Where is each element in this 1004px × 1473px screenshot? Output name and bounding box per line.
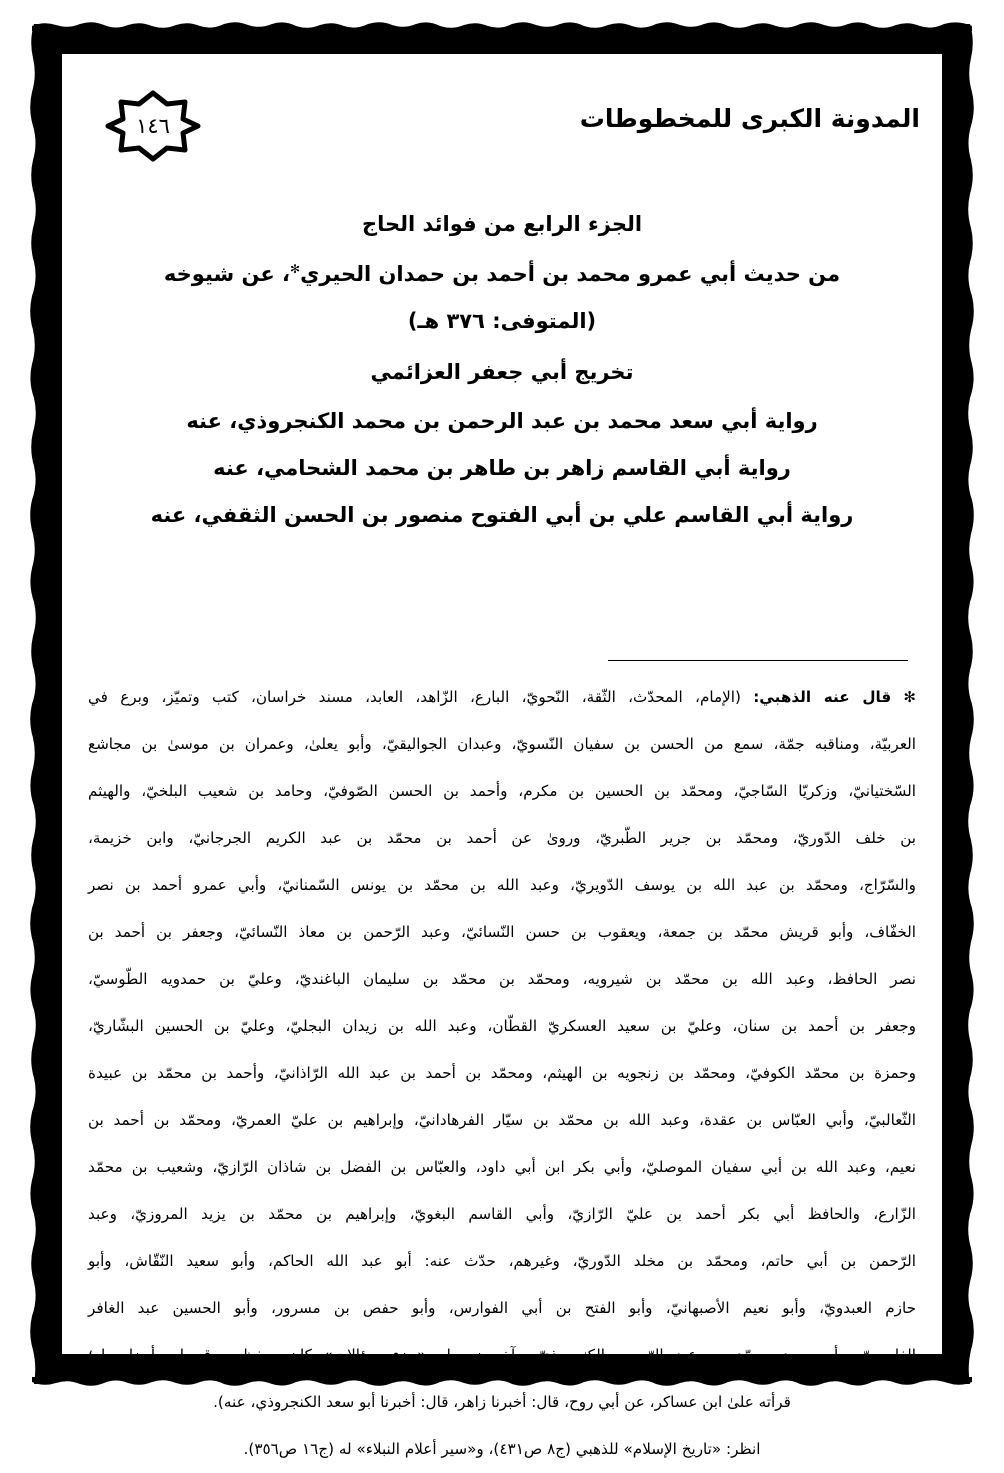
footnote-line: نعيم، وعبد الله بن أبي سفيان الموصليّ، وأبي بكر ابن أبي داود، والعبّاس بن الفضل بن شاذان الرّازيّ، وشعيب بن محمّد	[88, 1158, 916, 1176]
footnote-line: الزّارع، والحافظ أبي بكر أحمد بن عليّ الرّازيّ، وأبي القاسم البغويّ، وإبراهيم بن محمّد بن يزيد المروزيّ، وعبد	[88, 1205, 916, 1223]
decorative-page-frame	[36, 28, 968, 1458]
book-title: المدونة الكبرى للمخطوطات	[579, 104, 920, 133]
page-content-area	[62, 54, 942, 1458]
footnote-text: (الإمام، المحدّث، الثّقة، النّحويّ، البارع، الزّاهد، العابد، مسند خراسان، كتب وتميّز، وبرع في	[88, 688, 741, 706]
footnote-line	[88, 674, 916, 721]
title-line-part: الجزء الرابع من فوائد الحاج	[361, 212, 643, 236]
footnote-asterisk-icon: ✻	[903, 688, 916, 706]
frame-border-top	[36, 28, 968, 54]
manuscript-title-block	[92, 214, 912, 526]
footnote-line: بن خلف الدّوريّ، ومحمّد بن جرير الطّبريّ، وروىٰ عن أحمد بن محمّد بن عبد الكريم الجرجانيّ، وابن خزيمة،	[88, 829, 916, 847]
footnote-separator-rule	[608, 660, 908, 661]
footnote-line-reference: انظر: «تاريخ الإسلام» للذهبي (ج٨ ص٤٣١)، و«سير أعلام النبلاء» له (ج١٦ ص٣٥٦).	[243, 1440, 761, 1458]
footnote-line: وجعفر بن أحمد بن سنان، وعليّ بن سعيد العسكريّ القطّان، وعبد الله بن زيدان البجليّ، وعليّ بن الحسين البشّاريّ،	[88, 1017, 916, 1035]
page-number: ١٤٦	[136, 114, 170, 138]
footnote-block	[88, 674, 916, 1473]
title-line-death-date: (المتوفى: ٣٧٦ هـ)	[407, 309, 597, 333]
footnote-line: نصر الحافظ، وعبد الله بن محمّد بن شيرويه، ومحمّد بن محمّد بن سليمان الباغنديّ، وعليّ بن حمدويه الطّوسيّ،	[88, 970, 916, 988]
page-header	[62, 90, 942, 162]
title-line-author	[92, 263, 912, 285]
title-line-narration-2: رواية أبي القاسم زاهر بن طاهر بن محمد الشحامي، عنه	[213, 456, 791, 480]
footnote-line: السّختيانيّ، وزكريّا السّاجيّ، ومحمّد بن الحسين بن مكرم، وأحمد بن الحسن الصّوفيّ، وحامد بن شعيب البلخيّ، والهيثم	[88, 782, 916, 800]
footnote-line: الخفّاف، وأبو قريش محمّد بن جمعة، ويعقوب بن حسن النّسائيّ، وعبد الرّحمن بن معاذ النّسائيّ، وجعفر بن أحمد بن	[88, 923, 916, 941]
footnote-line: الثّعالبيّ، وأبي العبّاس بن عقدة، وعبد الله بن محمّد بن سيّار الفرهادانيّ، وإبراهيم بن عليّ العمريّ، ومحمّد بن أحمد بن	[88, 1111, 916, 1129]
footnote-line: العربيّة، ومناقبه جمّة، سمع من الحسن بن سفيان النّسويّ، وعبدان الجواليقيّ، وأبو يعلىٰ، وعمران بن موسىٰ بن مجاشع	[88, 735, 916, 753]
title-line-editor: تخريج أبي جعفر العزائمي	[370, 360, 634, 384]
page-number-badge	[104, 90, 202, 162]
frame-border-right	[942, 28, 968, 1380]
footnote-line: والسّرّاج، ومحمّد بن عبد الله بن يوسف الدّويريّ، وعبد الله بن محمّد بن يونس السّمنانيّ، وأبي عمرو أحمد بن نصر	[88, 876, 916, 894]
frame-border-left	[36, 28, 62, 1380]
title-line-narration-3: رواية أبي القاسم علي بن أبي الفتوح منصور بن الحسن الثقفي، عنه	[150, 503, 854, 527]
footnote-line: وحمزة بن محمّد الكوفيّ، ومحمّد بن زنجويه بن الهيثم، ومحمّد بن أحمد بن عبد الله الرّاذانيّ، وأحمد بن محمّد بن عبيدة	[88, 1064, 916, 1082]
title-line-narration-1: رواية أبي سعد محمد بن عبد الرحمن بن محمد الكنجروذي، عنه	[186, 409, 818, 433]
footnote-line: حازم العبدويّ، وأبو نعيم الأصبهانيّ، وأبو الفتح بن أبي الفوارس، وأبو حفص بن مسرور، وأبو الحسين عبد الغافر	[88, 1299, 916, 1317]
footnote-line-isnad: قرأته علىٰ ابن عساكر، عن أبي روح، قال: أخبرنا زاهر، قال: أخبرنا أبو سعد الكنجروذي، عنه).	[213, 1393, 791, 1411]
footnote-line: الرّحمن بن أبي حاتم، ومحمّد بن مخلد الدّوريّ، وغيرهم، حدّث عنه: أبو عبد الله الحاكم، وأبو سعيد النّقّاش، وأبو	[88, 1252, 916, 1270]
title-author-suffix: ، عن شيوخه	[163, 262, 291, 286]
title-author-text: من حديث أبي عمرو محمد بن أحمد بن حمدان الحيري	[300, 262, 841, 286]
footnote-lead-in: قال عنه الذهبي:	[753, 688, 892, 706]
footnote-line: الفارسيّ، وأبو سعد محمّد بن عبد الرّحمن الكنجروذيّ، وآخرون، وله «جزء سؤالات» كان يحفظه، وقع لي أيضا بعلو؛	[88, 1346, 916, 1364]
footnote-marker-icon: ✻	[290, 262, 301, 276]
